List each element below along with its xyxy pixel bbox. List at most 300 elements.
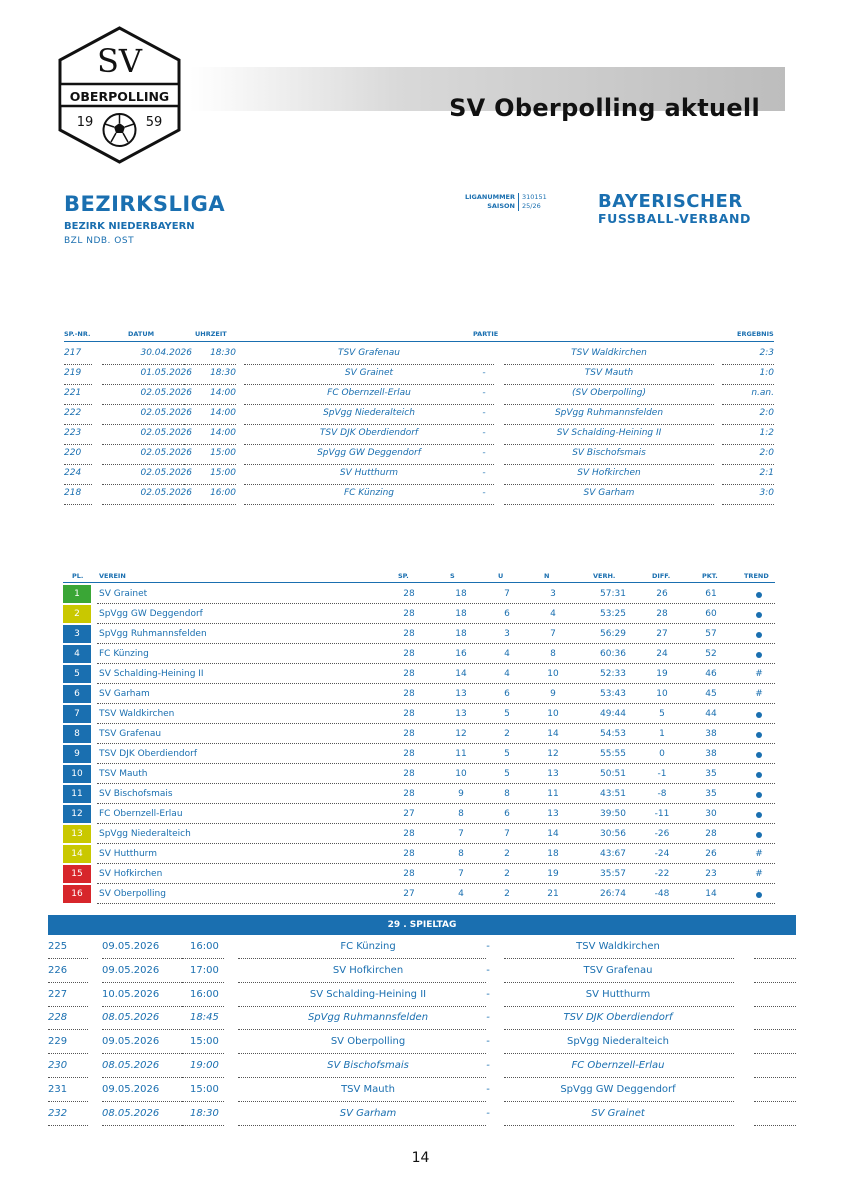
standings-n: 10 (547, 669, 559, 679)
standings-diff: 10 (656, 689, 668, 699)
standings-row (63, 844, 775, 864)
club-logo (57, 26, 182, 164)
standings-n: 12 (547, 749, 559, 759)
trend-dot (756, 792, 762, 798)
standings-row (63, 684, 775, 704)
trend-dot (756, 612, 762, 618)
standings-team: TSV DJK Oberdiendorf (99, 749, 197, 759)
standings-header-n: N (544, 572, 550, 580)
result-away: (SV Oberpolling) (504, 388, 714, 405)
results-header-time: UHRZEIT (195, 330, 227, 338)
result-date: 02.05.2026 (102, 488, 192, 505)
row-divider (182, 1125, 224, 1126)
trend-dot-icon (753, 591, 765, 601)
result-time: 18:30 (184, 368, 236, 385)
result-date: 02.05.2026 (102, 388, 192, 405)
standings-row (63, 884, 775, 904)
standings-position: 2 (63, 605, 91, 623)
standings-sp: 28 (403, 789, 415, 799)
trend-dot (756, 752, 762, 758)
result-away: SpVgg Ruhmannsfelden (504, 408, 714, 425)
page-title: SV Oberpolling aktuell (449, 94, 760, 122)
standings-u: 4 (504, 649, 510, 659)
fixture-home: SpVgg Ruhmannsfelden (307, 1012, 429, 1024)
standings-u: 5 (504, 709, 510, 719)
standings-header-verein: VEREIN (99, 572, 126, 580)
fixture-nr: 227 (48, 988, 68, 1000)
trend-dot (756, 592, 762, 598)
fixture-time: 18:30 (190, 1107, 219, 1119)
standings-team: SV Hutthurm (99, 849, 157, 859)
standings-position: 12 (63, 805, 91, 823)
standings-diff: -26 (654, 829, 670, 839)
standings-row (63, 644, 775, 664)
result-result: 3:0 (722, 488, 774, 505)
result-home: SV Hutthurm (244, 468, 494, 485)
standings-pkt: 14 (705, 889, 717, 899)
fixture-away: FC Obernzell-Erlau (571, 1060, 665, 1071)
fixture-nr: 225 (48, 941, 68, 952)
standings-position: 7 (63, 705, 91, 723)
spieltag-title: 29 . SPIELTAG (48, 915, 796, 935)
result-result: 2:1 (722, 468, 774, 485)
trend-dot (756, 772, 762, 778)
standings-verh: 35:57 (600, 869, 626, 879)
standings-diff: -24 (654, 849, 670, 859)
standings-position: 3 (63, 625, 91, 643)
row-divider (48, 1125, 88, 1126)
standings-n: 7 (550, 629, 556, 639)
saison-label: SAISON (455, 202, 519, 211)
result-row (64, 383, 774, 403)
result-row (64, 443, 774, 463)
standings-row (63, 704, 775, 724)
result-row (64, 343, 774, 363)
standings-trend: # (755, 849, 763, 859)
standings-verh: 56:29 (600, 629, 626, 639)
standings-sp: 28 (403, 649, 415, 659)
fixture-nr: 230 (48, 1060, 68, 1071)
result-time: 14:00 (184, 408, 236, 425)
fixture-nr: 232 (48, 1107, 68, 1119)
bfv-logo-line2: FUSSBALL-VERBAND (598, 211, 752, 226)
row-divider (97, 903, 775, 904)
standings-row (63, 804, 775, 824)
standings-diff: 24 (656, 649, 668, 659)
standings-n: 9 (550, 689, 556, 699)
standings-verh: 50:51 (600, 769, 626, 779)
result-home: SV Grainet (244, 368, 494, 385)
standings-row (63, 824, 775, 844)
results-header-result: ERGEBNIS (737, 330, 774, 338)
standings-s: 9 (458, 789, 464, 799)
standings-u: 8 (504, 789, 510, 799)
standings-diff: 5 (659, 709, 665, 719)
results-header-line (64, 341, 774, 342)
fixture-time: 15:00 (190, 1083, 219, 1095)
result-home: TSV Grafenau (244, 348, 494, 365)
standings-s: 8 (458, 849, 464, 859)
standings-pkt: 38 (705, 729, 717, 739)
result-away: TSV Waldkirchen (504, 348, 714, 365)
standings-sp: 28 (403, 729, 415, 739)
row-divider (504, 1125, 734, 1126)
standings-position: 8 (63, 725, 91, 743)
result-nr: 218 (64, 488, 92, 505)
standings-trend: # (755, 669, 763, 679)
standings-team: FC Obernzell-Erlau (99, 809, 183, 819)
standings-diff: -11 (654, 809, 670, 819)
standings-diff: -48 (654, 889, 670, 899)
standings-s: 14 (455, 669, 467, 679)
standings-s: 7 (458, 869, 464, 879)
standings-s: 18 (455, 629, 467, 639)
standings-sp: 28 (403, 869, 415, 879)
standings-s: 8 (458, 809, 464, 819)
result-date: 02.05.2026 (102, 448, 192, 465)
result-row (64, 463, 774, 483)
result-row (64, 363, 774, 383)
trend-dot-icon (753, 771, 765, 781)
standings-s: 10 (455, 769, 467, 779)
result-date: 30.04.2026 (102, 348, 192, 365)
standings-s: 13 (455, 689, 467, 699)
standings-diff: 19 (656, 669, 668, 679)
standings-pkt: 38 (705, 749, 717, 759)
standings-header-diff: DIFF. (652, 572, 671, 580)
fixture-time: 18:45 (190, 1012, 219, 1024)
page-number: 14 (411, 1150, 430, 1166)
result-nr: 223 (64, 428, 92, 445)
fixture-sep: - (486, 1083, 490, 1095)
standings-sp: 28 (403, 749, 415, 759)
standings-u: 6 (504, 689, 510, 699)
trend-dot (756, 732, 762, 738)
standings-diff: -1 (657, 769, 667, 779)
standings-n: 19 (547, 869, 559, 879)
standings-position: 11 (63, 785, 91, 803)
fixture-row (48, 1078, 796, 1102)
standings-position: 4 (63, 645, 91, 663)
standings-row (63, 784, 775, 804)
fixture-away: SpVgg Niederalteich (566, 1036, 670, 1048)
standings-pkt: 23 (705, 869, 717, 879)
standings-team: TSV Grafenau (99, 729, 162, 739)
standings-pkt: 60 (705, 609, 717, 619)
trend-dot (756, 652, 762, 658)
result-time: 16:00 (184, 488, 236, 505)
fixture-nr: 229 (48, 1036, 68, 1048)
standings-pkt: 61 (705, 589, 717, 599)
standings-header-line (63, 582, 775, 583)
standings-position: 10 (63, 765, 91, 783)
standings-position: 9 (63, 745, 91, 763)
standings-u: 6 (504, 809, 510, 819)
result-home: TSV DJK Oberdiendorf (244, 428, 494, 445)
fixture-time: 16:00 (190, 988, 219, 1000)
fixture-row (48, 1102, 796, 1126)
standings-sp: 28 (403, 629, 415, 639)
fixture-time: 19:00 (190, 1060, 219, 1071)
result-row (64, 423, 774, 443)
standings-diff: 0 (659, 749, 665, 759)
fixture-away: SV Grainet (591, 1107, 645, 1119)
fixture-date: 09.05.2026 (102, 1036, 160, 1048)
standings-s: 13 (455, 709, 467, 719)
fixture-date: 09.05.2026 (102, 1083, 160, 1095)
row-divider (102, 1125, 190, 1126)
saison-value: 25/26 (522, 202, 541, 210)
standings-trend: # (755, 689, 763, 699)
result-home: SpVgg GW Deggendorf (244, 448, 494, 465)
standings-diff: 27 (656, 629, 668, 639)
result-home: SpVgg Niederalteich (244, 408, 494, 425)
standings-row (63, 604, 775, 624)
fixture-row (48, 935, 796, 959)
result-result: 1:2 (722, 428, 774, 445)
result-time: 15:00 (184, 448, 236, 465)
fixture-away: SV Hutthurm (585, 988, 651, 1000)
league-district: BEZIRK NIEDERBAYERN (64, 221, 195, 232)
standings-s: 4 (458, 889, 464, 899)
result-nr: 217 (64, 348, 92, 365)
logo-year-right: 59 (145, 115, 163, 130)
standings-n: 4 (550, 609, 556, 619)
trend-dot (756, 892, 762, 898)
standings-team: FC Künzing (99, 649, 149, 659)
standings-n: 10 (547, 709, 559, 719)
standings-s: 12 (455, 729, 467, 739)
bfv-logo-line1: BAYERISCHER (598, 191, 743, 212)
fixture-home: SV Garham (339, 1107, 397, 1119)
trend-dot-icon (753, 611, 765, 621)
standings-row (63, 584, 775, 604)
fixture-home: SV Bischofsmais (327, 1060, 409, 1071)
ligennummer-label: LIGANUMMER (455, 193, 519, 202)
fixture-row (48, 1054, 796, 1078)
standings-header-s: S (450, 572, 455, 580)
standings-verh: 60:36 (600, 649, 626, 659)
standings-s: 11 (455, 749, 467, 759)
standings-diff: -22 (654, 869, 670, 879)
fixture-sep: - (486, 1036, 490, 1048)
standings-team: SpVgg Ruhmannsfelden (99, 629, 207, 639)
standings-diff: 1 (659, 729, 665, 739)
standings-verh: 53:25 (600, 609, 626, 619)
result-sep: - (482, 448, 486, 458)
result-away: SV Hofkirchen (504, 468, 714, 485)
standings-position: 16 (63, 885, 91, 903)
result-result: 2:0 (722, 448, 774, 465)
fixture-date: 08.05.2026 (102, 1060, 160, 1071)
standings-diff: 26 (656, 589, 668, 599)
standings-position: 6 (63, 685, 91, 703)
standings-header-verh: VERH. (593, 572, 616, 580)
fixture-time: 15:00 (190, 1036, 219, 1048)
fixture-date: 08.05.2026 (102, 1107, 160, 1119)
standings-n: 14 (547, 829, 559, 839)
fixture-nr: 226 (48, 964, 68, 976)
result-nr: 224 (64, 468, 92, 485)
result-nr: 221 (64, 388, 92, 405)
result-time: 14:00 (184, 388, 236, 405)
fixture-sep: - (486, 1107, 490, 1119)
result-home: FC Obernzell-Erlau (244, 388, 494, 405)
trend-dot-icon (753, 751, 765, 761)
standings-n: 18 (547, 849, 559, 859)
standings-pkt: 30 (705, 809, 717, 819)
standings-pkt: 35 (705, 789, 717, 799)
standings-team: SV Grainet (99, 589, 148, 599)
standings-n: 14 (547, 729, 559, 739)
league-name: BEZIRKSLIGA (64, 192, 226, 216)
standings-u: 3 (504, 629, 510, 639)
result-away: SV Bischofsmais (504, 448, 714, 465)
fixture-away: TSV Grafenau (583, 964, 653, 976)
standings-diff: -8 (657, 789, 667, 799)
standings-sp: 28 (403, 849, 415, 859)
standings-team: SV Garham (99, 689, 150, 699)
standings-header-pkt: PKT. (702, 572, 718, 580)
standings-u: 2 (504, 869, 510, 879)
trend-dot-icon (753, 731, 765, 741)
standings-header-trend: TREND (744, 572, 769, 580)
standings-sp: 27 (403, 809, 415, 819)
standings-u: 4 (504, 669, 510, 679)
result-sep: - (482, 428, 486, 438)
result-row (64, 403, 774, 423)
standings-team: SV Hofkirchen (99, 869, 163, 879)
logo-club-text: OBERPOLLING (69, 89, 170, 104)
fixture-away: TSV Waldkirchen (576, 941, 660, 952)
standings-u: 2 (504, 729, 510, 739)
row-divider (238, 1125, 486, 1126)
standings-sp: 28 (403, 829, 415, 839)
standings-pkt: 52 (705, 649, 717, 659)
result-sep: - (482, 488, 486, 498)
result-away: TSV Mauth (504, 368, 714, 385)
standings-u: 2 (504, 849, 510, 859)
result-result: 2:0 (722, 408, 774, 425)
fixture-home: FC Künzing (340, 941, 396, 952)
logo-year-left: 19 (76, 115, 94, 130)
results-header-match: PARTIE (473, 330, 499, 338)
standings-verh: 26:74 (600, 889, 626, 899)
trend-dot-icon (753, 651, 765, 661)
result-date: 01.05.2026 (102, 368, 192, 385)
result-sep: - (482, 368, 486, 378)
standings-u: 6 (504, 609, 510, 619)
standings-verh: 57:31 (600, 589, 626, 599)
standings-header-pl: PL. (72, 572, 84, 580)
football-icon (104, 114, 136, 146)
trend-dot-icon (753, 891, 765, 901)
result-sep: - (482, 408, 486, 418)
trend-dot (756, 832, 762, 838)
standings-pkt: 44 (705, 709, 717, 719)
standings-position: 14 (63, 845, 91, 863)
trend-dot (756, 812, 762, 818)
result-home: FC Künzing (244, 488, 494, 505)
fixture-home: SV Oberpolling (330, 1036, 406, 1048)
fixture-time: 16:00 (190, 941, 219, 952)
standings-verh: 53:43 (600, 689, 626, 699)
result-away: SV Schalding-Heining II (504, 428, 714, 445)
standings-pkt: 35 (705, 769, 717, 779)
standings-u: 5 (504, 769, 510, 779)
standings-row (63, 744, 775, 764)
standings-sp: 28 (403, 709, 415, 719)
fixture-sep: - (486, 941, 490, 952)
standings-sp: 28 (403, 669, 415, 679)
fixture-row (48, 983, 796, 1007)
standings-trend: # (755, 869, 763, 879)
fixture-away: SpVgg GW Deggendorf (560, 1083, 676, 1095)
fixture-sep: - (486, 964, 490, 976)
standings-team: SpVgg Niederalteich (99, 829, 191, 839)
standings-u: 2 (504, 889, 510, 899)
standings-position: 13 (63, 825, 91, 843)
standings-team: SV Bischofsmais (99, 789, 173, 799)
result-nr: 220 (64, 448, 92, 465)
standings-header-u: U (498, 572, 504, 580)
standings-sp: 27 (403, 889, 415, 899)
standings-team: TSV Waldkirchen (99, 709, 175, 719)
standings-team: SV Schalding-Heining II (99, 669, 204, 679)
standings-row (63, 664, 775, 684)
result-result: n.an. (722, 388, 774, 405)
standings-u: 7 (504, 829, 510, 839)
standings-sp: 28 (403, 769, 415, 779)
fixture-sep: - (486, 1012, 490, 1024)
fixture-time: 17:00 (190, 964, 219, 976)
standings-row (63, 724, 775, 744)
trend-dot (756, 712, 762, 718)
trend-dot-icon (753, 831, 765, 841)
result-result: 2:3 (722, 348, 774, 365)
trend-dot-icon (753, 811, 765, 821)
standings-sp: 28 (403, 609, 415, 619)
result-date: 02.05.2026 (102, 468, 192, 485)
result-away: SV Garham (504, 488, 714, 505)
ligennummer-value: 310151 (522, 193, 547, 201)
fixture-sep: - (486, 1060, 490, 1071)
standings-row (63, 764, 775, 784)
standings-n: 3 (550, 589, 556, 599)
standings-pkt: 26 (705, 849, 717, 859)
standings-verh: 54:53 (600, 729, 626, 739)
standings-team: TSV Mauth (99, 769, 148, 779)
result-date: 02.05.2026 (102, 428, 192, 445)
standings-u: 5 (504, 749, 510, 759)
standings-diff: 28 (656, 609, 668, 619)
logo-sv-text: SV (96, 42, 143, 80)
result-sep: - (482, 388, 486, 398)
standings-pkt: 45 (705, 689, 717, 699)
standings-verh: 55:55 (600, 749, 626, 759)
standings-verh: 43:67 (600, 849, 626, 859)
trend-dot (756, 632, 762, 638)
fixture-date: 09.05.2026 (102, 964, 160, 976)
result-sep: - (482, 468, 486, 478)
standings-position: 15 (63, 865, 91, 883)
result-result: 1:0 (722, 368, 774, 385)
result-nr: 222 (64, 408, 92, 425)
standings-verh: 30:56 (600, 829, 626, 839)
fixture-home: SV Schalding-Heining II (309, 988, 427, 1000)
standings-pkt: 46 (705, 669, 717, 679)
standings-verh: 52:33 (600, 669, 626, 679)
